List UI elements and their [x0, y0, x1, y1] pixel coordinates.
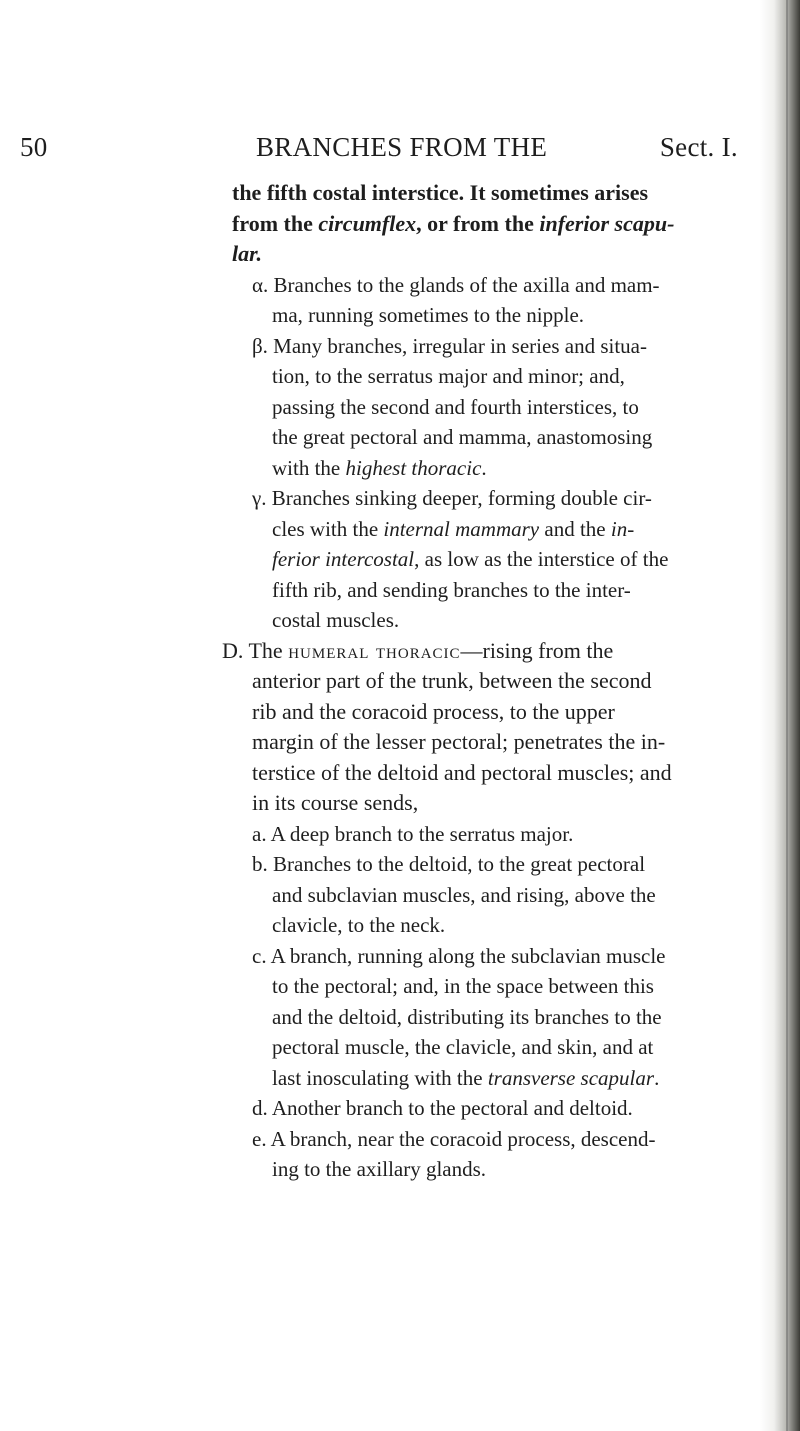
text-span: fifth rib, and sending branches to the inter-: [272, 577, 631, 602]
section-d-heading: [222, 636, 742, 667]
text-line: [222, 361, 742, 392]
running-header: [20, 132, 740, 172]
italic-term: internal mammary: [383, 516, 540, 541]
text-line: [222, 697, 742, 728]
running-title: BRANCHES FROM THE: [256, 132, 548, 162]
page-edge-line: [786, 0, 788, 1431]
text-line: [222, 575, 742, 606]
text-span: .: [654, 1065, 660, 1090]
list-item-alpha: [222, 270, 742, 301]
text-line: [222, 1063, 742, 1094]
text-span: —rising from the: [460, 637, 614, 663]
text-line: [222, 514, 742, 545]
text-line: [222, 178, 742, 209]
text-span: the great pectoral and mamma, anastomosing: [272, 425, 653, 449]
text-line: [222, 880, 742, 911]
text-span: and the deltoid, distributing its branches to the: [272, 1004, 662, 1029]
text-line: [222, 209, 742, 240]
text-span: ing to the axillary glands.: [272, 1157, 487, 1181]
body-text: [222, 178, 742, 1185]
text-span: γ. Branches sinking deeper, forming double cir-: [252, 486, 652, 510]
text-line: [222, 392, 742, 423]
text-span: from the: [232, 210, 319, 236]
text-span: b. Branches to the deltoid, to the great pectoral: [252, 852, 646, 876]
list-item-b: [222, 849, 742, 880]
page-number: 50: [20, 132, 48, 162]
text-line: [222, 239, 742, 270]
text-span: e. A branch, near the coracoid process, descend-: [252, 1126, 656, 1151]
text-line: [222, 1154, 742, 1185]
italic-term: highest thoracic: [345, 455, 482, 480]
text-span: to the pectoral; and, in the space between this: [272, 974, 654, 998]
text-line: [222, 300, 742, 331]
text-span: , or from the: [416, 210, 540, 236]
list-item-beta: [222, 331, 742, 362]
list-item-d: [222, 1093, 742, 1124]
small-caps-term: humeral thoracic: [288, 637, 461, 663]
text-line: [222, 727, 742, 758]
text-span: c. A branch, running along the subclavian muscle: [252, 943, 666, 968]
text-span: terstice of the deltoid and pectoral muscles; and: [252, 759, 672, 785]
italic-term: inferior scapu-: [539, 210, 675, 236]
italic-term: circumflex: [318, 210, 417, 236]
italic-term: transverse scapular: [487, 1065, 655, 1090]
text-span: , as low as the interstice of the: [414, 547, 669, 571]
text-line: [222, 453, 742, 484]
text-line: [222, 422, 742, 453]
section-reference: Sect. I.: [659, 132, 738, 162]
text-span: the fifth costal interstice. It sometimes arises: [232, 180, 649, 205]
page-edge-shadow: [760, 0, 800, 1431]
text-span: cles with the: [272, 516, 384, 541]
text-span: anterior part of the trunk, between the second: [252, 668, 652, 693]
text-line: [222, 666, 742, 697]
text-span: d. Another branch to the pectoral and deltoid.: [252, 1096, 633, 1120]
text-span: margin of the lesser pectoral; penetrates the in-: [252, 729, 666, 754]
text-span: pectoral muscle, the clavicle, and skin, and at: [272, 1035, 654, 1059]
text-line: [222, 758, 742, 789]
text-span: last inosculating with the: [272, 1065, 488, 1090]
text-line: [222, 910, 742, 941]
text-line: [222, 605, 742, 636]
text-span: rib and the coracoid process, to the upper: [252, 698, 615, 724]
text-line: [222, 971, 742, 1002]
text-span: with the: [272, 455, 346, 480]
text-span: D. The: [222, 637, 289, 663]
italic-term: in-: [610, 516, 635, 541]
text-span: tion, to the serratus major and minor; and,: [272, 364, 625, 388]
text-span: passing the second and fourth interstices, to: [272, 394, 639, 419]
text-line: [222, 1032, 742, 1063]
list-item-c: [222, 941, 742, 972]
text-span: costal muscles.: [272, 608, 400, 632]
italic-term: ferior intercostal: [272, 547, 415, 571]
text-span: clavicle, to the neck.: [272, 913, 446, 937]
text-span: in its course sends,: [252, 790, 419, 815]
list-item-e: [222, 1124, 742, 1155]
text-span: and subclavian muscles, and rising, above the: [272, 882, 656, 907]
text-line: [222, 788, 742, 819]
text-span: and the: [539, 516, 611, 541]
text-span: a. A deep branch to the serratus major.: [252, 821, 574, 846]
text-span: α. Branches to the glands of the axilla and mam-: [252, 272, 660, 297]
list-item-gamma: [222, 483, 742, 514]
text-line: [222, 1002, 742, 1033]
italic-term: lar.: [232, 241, 262, 266]
text-line: [222, 544, 742, 575]
list-item-a: [222, 819, 742, 850]
text-span: ma, running sometimes to the nipple.: [272, 303, 585, 327]
text-span: β. Many branches, irregular in series and situa-: [252, 333, 647, 358]
text-span: .: [481, 455, 487, 480]
